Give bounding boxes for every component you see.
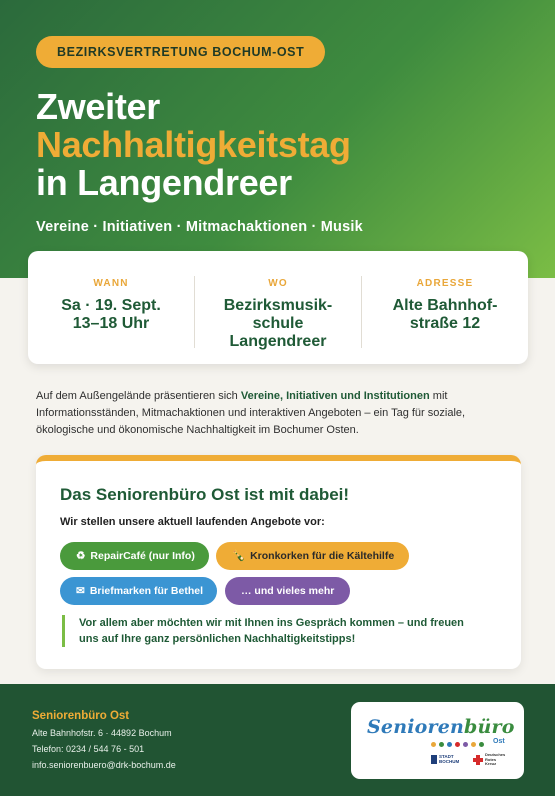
intro-paragraph <box>36 388 520 439</box>
footer-phone: Telefon: 0234 / 544 76 - 501 <box>32 744 145 754</box>
logo-dot <box>455 742 460 747</box>
stadt-bochum-logo <box>431 754 459 764</box>
logo-sub: Ost <box>493 738 505 745</box>
address-label: ADRESSE <box>416 278 474 289</box>
when-value <box>28 297 194 333</box>
page-title <box>36 88 351 202</box>
address-value <box>362 297 528 333</box>
logo-dot <box>439 742 444 747</box>
envelope-icon: ✉ <box>76 585 85 597</box>
footer-email[interactable]: info.seniorenbuero@drk-bochum.de <box>32 760 176 770</box>
logo-dot <box>447 742 452 747</box>
offer-card <box>36 455 521 669</box>
hero-subtitle: Vereine · Initiativen · Mitmachaktionen · Musik <box>36 219 363 235</box>
title-line-1: Zweiter <box>36 86 160 127</box>
stadt-bochum-icon <box>431 755 437 764</box>
pill-label: Kronkorken für die Kältehilfe <box>250 550 395 562</box>
logo-dot <box>463 742 468 747</box>
logo-word-2: büro <box>464 716 515 738</box>
logo-dot <box>431 742 436 747</box>
where-line-1: Bezirksmusik- <box>223 297 333 314</box>
title-line-2: Nachhaltigkeitstag <box>36 124 351 165</box>
seniorenbuero-logo <box>351 702 524 779</box>
drk-logo <box>473 753 505 767</box>
where-line-2: schule <box>252 315 304 332</box>
recycle-icon: ♻ <box>76 550 86 562</box>
offer-lead: Wir stellen unsere aktuell laufenden Angebote vor: <box>60 516 325 528</box>
hero-banner <box>0 0 555 278</box>
intro-text-end: mit Informationsständen, Mitmachaktionen und interaktiven Angeboten – ein Tag für soziale, ökologische und ökonomische Nachhaltigkeit im Bochumer Osten. <box>36 390 466 436</box>
drk-line-3: Kreuz <box>485 761 497 766</box>
info-where <box>194 276 361 348</box>
logo-dot <box>471 742 476 747</box>
red-cross-icon <box>473 755 483 765</box>
info-address <box>361 276 528 348</box>
footer-org-name: Seniorenbüro Ost <box>32 710 130 722</box>
when-label: WANN <box>93 278 129 289</box>
logo-dots <box>431 742 484 747</box>
event-info-card <box>28 251 528 364</box>
pill-label: Briefmarken für Bethel <box>89 585 204 597</box>
logo-word-1: Senioren <box>367 716 465 738</box>
when-date: Sa · 19. Sept. <box>61 297 161 314</box>
address-line-2: straße 12 <box>409 315 481 332</box>
logo-wordmark <box>367 716 515 738</box>
title-line-3: in Langendreer <box>36 162 292 203</box>
offer-title: Das Seniorenbüro Ost ist mit dabei! <box>60 485 350 504</box>
where-line-3: Langendreer <box>229 333 327 350</box>
intro-text-start: Auf dem Außengelände präsentieren sich <box>36 390 241 402</box>
where-label: WO <box>268 278 288 289</box>
pill-kronkorken <box>216 542 409 570</box>
when-time: 13–18 Uhr <box>72 315 150 332</box>
stadt-line-1: STADT <box>439 754 454 759</box>
footer <box>0 684 555 796</box>
pill-more <box>225 577 350 605</box>
stadt-line-2: BOCHUM <box>439 759 460 764</box>
where-value <box>195 297 361 351</box>
pill-label: RepairCafé (nur Info) <box>90 550 195 562</box>
address-line-1: Alte Bahnhof- <box>392 297 498 314</box>
pill-label: … und vieles mehr <box>241 585 335 597</box>
bottle-icon: 🍾 <box>232 550 246 562</box>
logo-dot <box>479 742 484 747</box>
drk-line-2: Rotes <box>485 756 497 762</box>
info-when <box>28 276 194 348</box>
offer-quote: Vor allem aber möchten wir mit Ihnen ins Gespräch kommen – und freuen uns auf Ihre ganz persönlichen Nachhaltigkeitstipps! <box>62 615 482 647</box>
pill-briefmarken <box>60 577 217 605</box>
district-badge: BEZIRKSVERTRETUNG BOCHUM-OST <box>36 36 325 68</box>
pill-repaircafe <box>60 542 209 570</box>
drk-line-1: Deutsches <box>485 752 506 757</box>
footer-address: Alte Bahnhofstr. 6 · 44892 Bochum <box>32 728 172 738</box>
intro-highlight: Vereine, Initiativen und Institutionen <box>240 390 430 402</box>
